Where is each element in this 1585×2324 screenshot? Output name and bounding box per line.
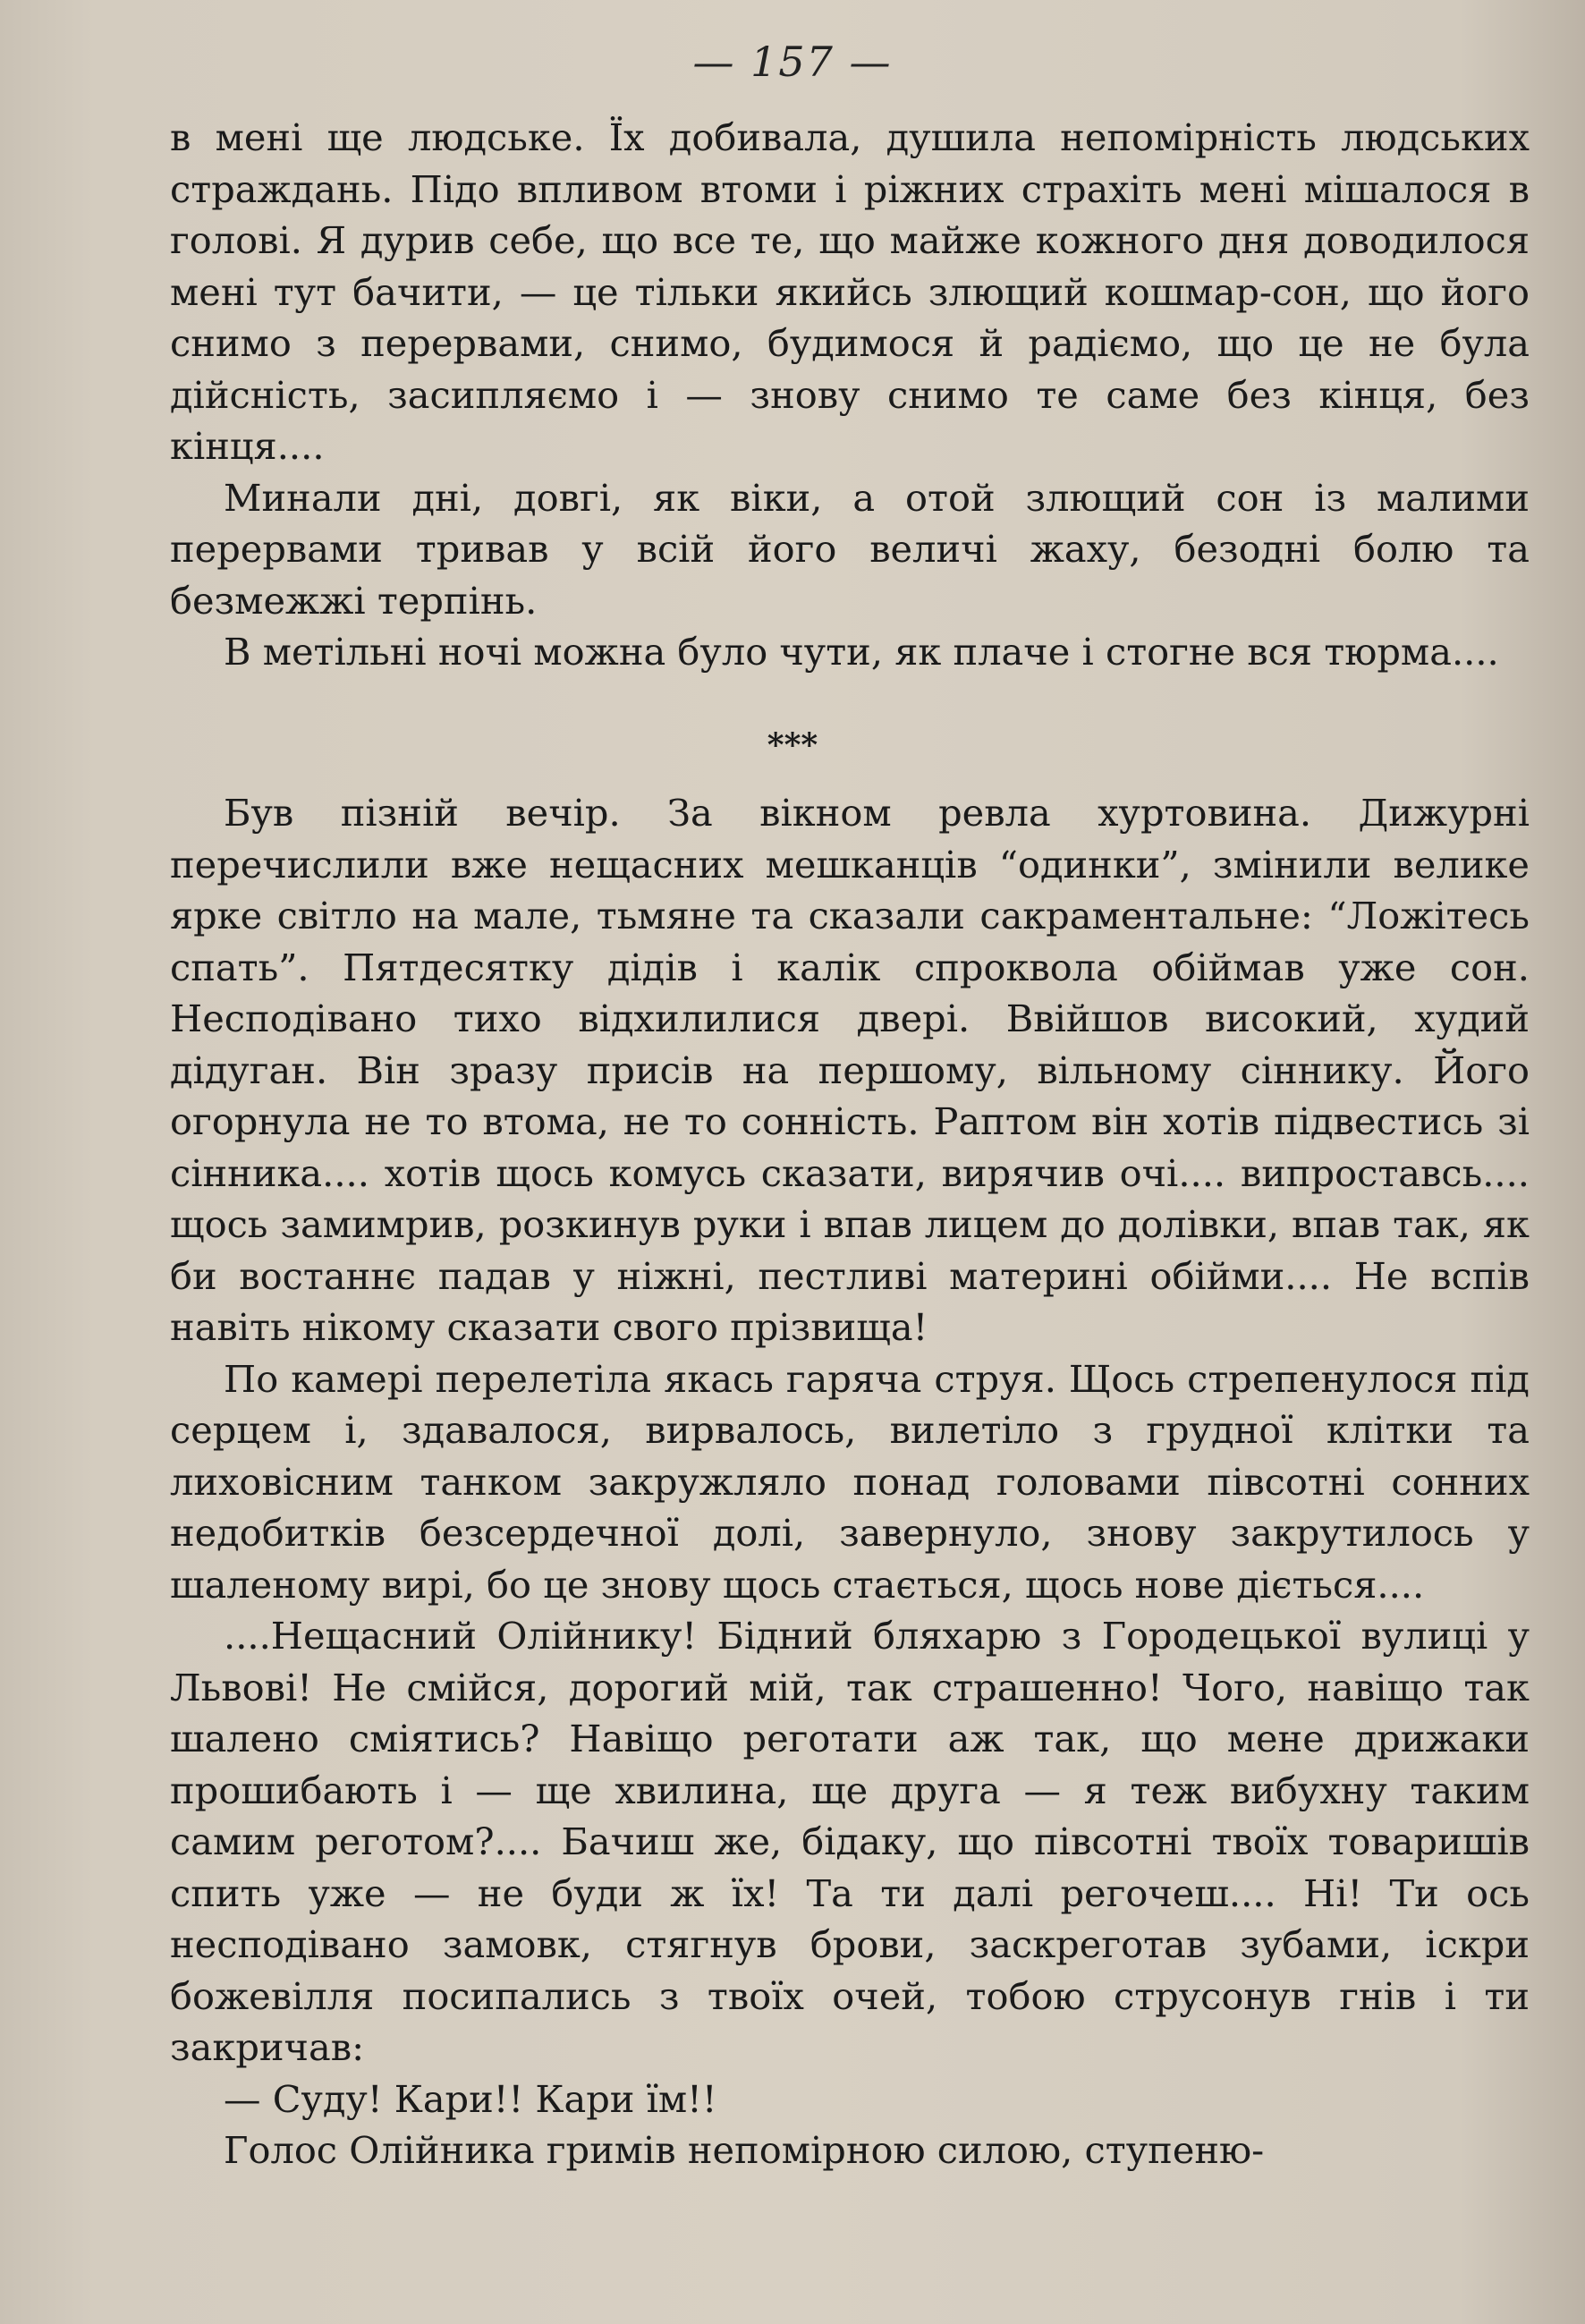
- paragraph: В метільні ночі можна було чути, як плаче і стогне вся тюрма....: [224, 630, 1499, 674]
- text-section-1: [170, 112, 1530, 678]
- paragraph: По камері перелетіла якась гаряча струя. Щось стрепенулося під серцем і, здавалося, вирвалось, вилетіло з грудної клітки та лиховісним танком закружляло понад головами півсотні сонних недобитків безсердечної долі, завернуло, знову закрутилось у шаленому вирі, бо це знову щось стається, щось нове діється....: [170, 1356, 1530, 1607]
- section-separator: ***: [767, 726, 818, 764]
- paragraph: — Суду! Кари!! Кари їм!!: [224, 2076, 717, 2121]
- page-number: — 157 —: [692, 38, 893, 86]
- paragraph: Голос Олійника гримів непомірною силою, ступеню-: [224, 2128, 1265, 2172]
- paragraph: ....Нещасний Олійнику! Бідний бляхарю з Городецької вулиці у Львові! Не смійся, дорогий мій, так страшенно! Чого, навіщо так шалено сміятись? Навіщо реготати аж так, що мене дрижаки прошибають і — ще хвилина, ще друга — я теж вибухну таким самим реготом?.... Бачиш же, бідаку, що півсотні твоїх товаришів спить уже — не буди ж їх! Та ти далі регочеш.... Ні! Ти ось несподівано замовк, стягнув брови, заскреготав зубами, іскри божевілля посипались з твоїх очей, тобою струсонув гнів і ти закричав:: [170, 1614, 1530, 2069]
- text-section-2: [170, 787, 1530, 2176]
- paragraph: Був пізній вечір. За вікном ревла хуртовина. Дижурні перечислили вже нещасних мешканців “одинки”, змінили велике ярке світло на мале, тьмяне та сказали сакраментальне: “Ложітесь спать”. Пятдесятку дідів і калік спроквола обіймав уже сон. Несподівано тихо відхилилися двері. Ввійшов високий, худий дідуган. Він зразу присів на першому, вільному сіннику. Його огорнула не то втома, не то сонність. Раптом він хотів підвестись зі сінника.... хотів щось комусь сказати, вирячив очі.... випроставсь.... щось замимрив, розкинув руки і впав лицем до долівки, впав так, як би востаннє падав у ніжні, пестливі материні обійми.... Не вспів навіть нікому сказати свого прізвища!: [170, 791, 1530, 1349]
- paragraph: Минали дні, довгі, як віки, а отой злющий сон із малими перервами тривав у всій його величі жаху, безодні болю та безмежжі терпінь.: [170, 475, 1530, 623]
- paragraph: в мені ще людське. Їх добивала, душила непомірність людських страждань. Підо впливом втоми і ріжних страхіть мені мішалося в голові. Я дурив себе, що все те, що майже кожного дня доводилося мені тут бачити, — це тільки якийсь злющий кошмар-сон, що його снимо з перервами, снимо, будимося й радіємо, що це не була дійсність, засипляємо і — знову снимо те саме без кінця, без кінця....: [170, 115, 1530, 468]
